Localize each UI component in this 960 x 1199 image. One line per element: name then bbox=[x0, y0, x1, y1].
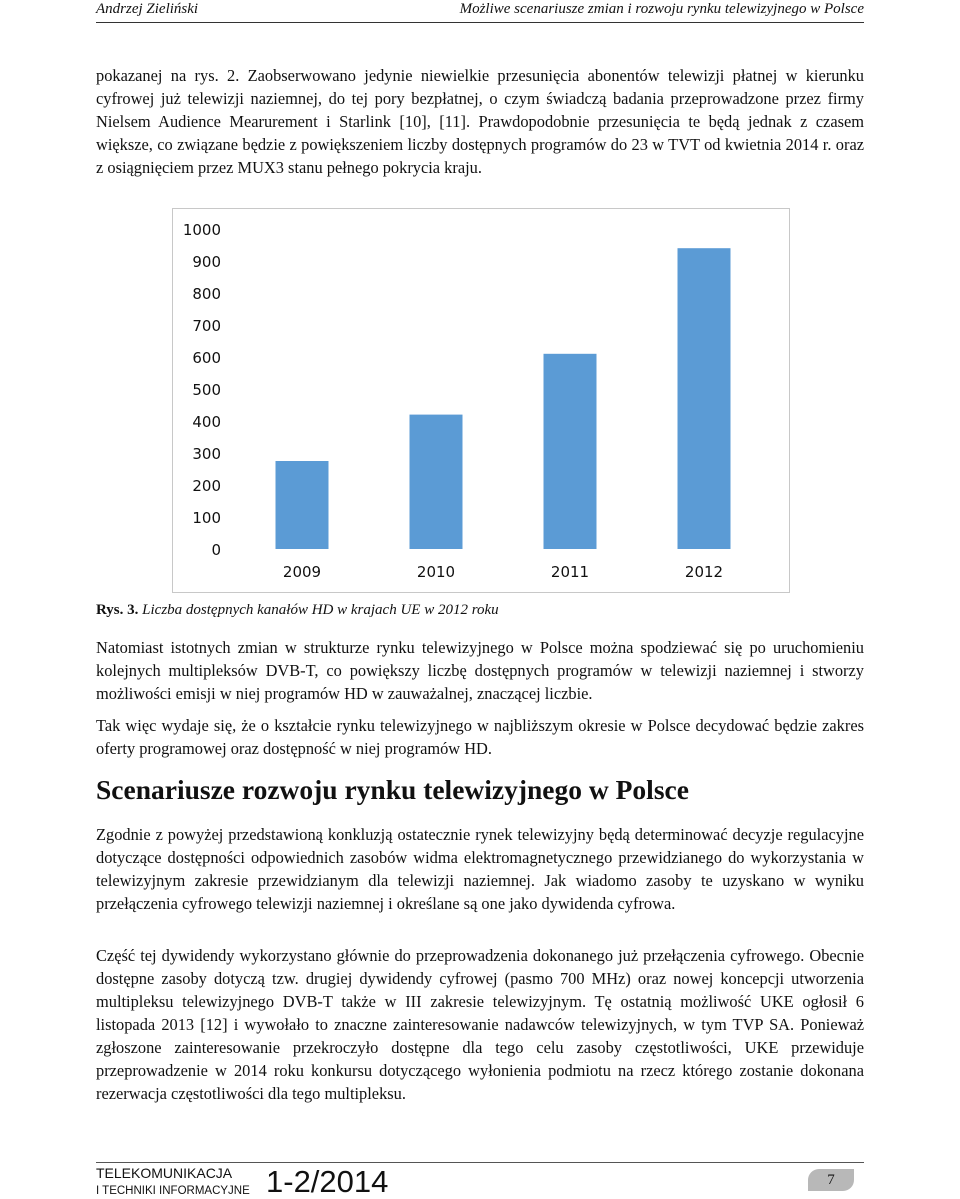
y-tick-label: 500 bbox=[192, 381, 221, 399]
paragraph-regulation: Zgodnie z powyżej przedstawioną konkluzją ostatecznie rynek telewizyjny będą determinować decyzje regulacyjne dotyczące dostępności odpowiednich zasobów widma elektromagnetycznego przewidzianego do wykorzystania w telewizyjnym zakresie przewidzianym dla telewizji naziemnej. Jak wiadomo zasoby te uzyskano w wyniku przełączenia cyfrowego telewizji naziemnej i określane są one jako dywidenda cyfrowa. bbox=[96, 825, 864, 913]
y-tick-label: 100 bbox=[192, 509, 221, 527]
bar-2009 bbox=[276, 461, 329, 549]
header-running-title: Możliwe scenariusze zmian i rozwoju rynku telewizyjnego w Polsce bbox=[459, 1, 864, 17]
figure-caption bbox=[96, 602, 499, 619]
page-footer bbox=[96, 1162, 864, 1199]
section-title: Scenariusze rozwoju rynku telewizyjnego w Polsce bbox=[96, 774, 689, 805]
bar-2011 bbox=[544, 354, 597, 549]
bar-2012 bbox=[678, 248, 731, 549]
chart-svg bbox=[173, 209, 789, 592]
figure-caption-text: Liczba dostępnych kanałów HD w krajach UE w 2012 roku bbox=[138, 602, 499, 618]
footer-issue: 1-2/2014 bbox=[266, 1164, 389, 1199]
y-tick-label: 700 bbox=[192, 317, 221, 335]
hd-channels-chart bbox=[172, 208, 790, 593]
y-tick-label: 800 bbox=[192, 285, 221, 303]
paragraph-dividend: Część tej dywidendy wykorzystano głównie do przeprowadzenia dokonanego już przełączenia cyfrowego. Obecnie dostępne zasoby dotyczą tzw. drugiej dywidendy cyfrowej (pasmo 700 MHz) oraz nowej koncepcji utworzenia multipleksu telewizyjnego DVB-T także w III zakresie telewizyjnym. Tę ostatnią możliwość UKE ogłosił 6 listopada 2013 [12] i wywołało to znaczne zainteresowanie nadawców telewizyjnych, w tym TVP SA. Ponieważ zgłoszone zainteresowanie przekroczyło dostępne dla tego celu zasoby częstotliwości, UKE przewiduje przeprowadzenie w 2014 roku konkursu dotyczącego wyłonienia podmiotu na rzecz którego zostanie dokonana rezerwacja częstotliwości dla tego multipleksu. bbox=[96, 946, 864, 1103]
y-tick-label: 400 bbox=[192, 413, 221, 431]
figure-caption-label: Rys. 3. bbox=[96, 602, 139, 618]
footer-publication-subtitle: I TECHNIKI INFORMACYJNE bbox=[96, 1185, 250, 1197]
bar-2010 bbox=[410, 415, 463, 549]
x-tick-label: 2011 bbox=[550, 563, 590, 581]
y-tick-label: 0 bbox=[211, 541, 221, 559]
x-tick-label: 2009 bbox=[282, 563, 322, 581]
x-tick-label: 2010 bbox=[416, 563, 456, 581]
y-tick-label: 300 bbox=[192, 445, 221, 463]
paragraph-hd-offer: Tak więc wydaje się, że o kształcie rynku telewizyjnego w najbliższym okresie w Polsce decydować będzie zakres oferty programowej oraz dostępność w niej programów HD. bbox=[96, 716, 864, 758]
paragraph-multiplex: Natomiast istotnych zmian w strukturze rynku telewizyjnego w Polsce można spodziewać się po uruchomieniu kolejnych multipleksów DVB-T, co powiększy liczbę dostępnych programów w telewizji naziemnej i stworzy możliwości emisji w niej programów HD w zauważalnej, znaczącej liczbie. bbox=[96, 638, 864, 703]
footer-publication-name: TELEKOMUNIKACJA bbox=[96, 1165, 233, 1181]
x-tick-label: 2012 bbox=[684, 563, 724, 581]
paragraph-intro: pokazanej na rys. 2. Zaobserwowano jedynie niewielkie przesunięcia abonentów telewizji płatnej w kierunku cyfrowej już telewizji naziemnej, do tej pory bezpłatnej, o czym świadczą badania przeprowadzone przez firmy Nielsem Audience Mearurement i Starlink [10], [11]. Prawdopodobnie przesunięcia te będą jednak z czasem większe, co związane będzie z powiększeniem liczby dostępnych programów do 23 w TVT od kwietnia 2014 r. oraz z osiągnięciem przez MUX3 stanu pełnego pokrycia kraju. bbox=[96, 66, 864, 177]
y-tick-label: 900 bbox=[192, 253, 221, 271]
y-tick-label: 1000 bbox=[182, 221, 221, 239]
y-tick-label: 600 bbox=[192, 349, 221, 367]
page-header bbox=[96, 0, 864, 23]
header-author: Andrzej Zieliński bbox=[96, 1, 199, 17]
y-tick-label: 200 bbox=[192, 477, 221, 495]
page-number: 7 bbox=[808, 1169, 854, 1191]
